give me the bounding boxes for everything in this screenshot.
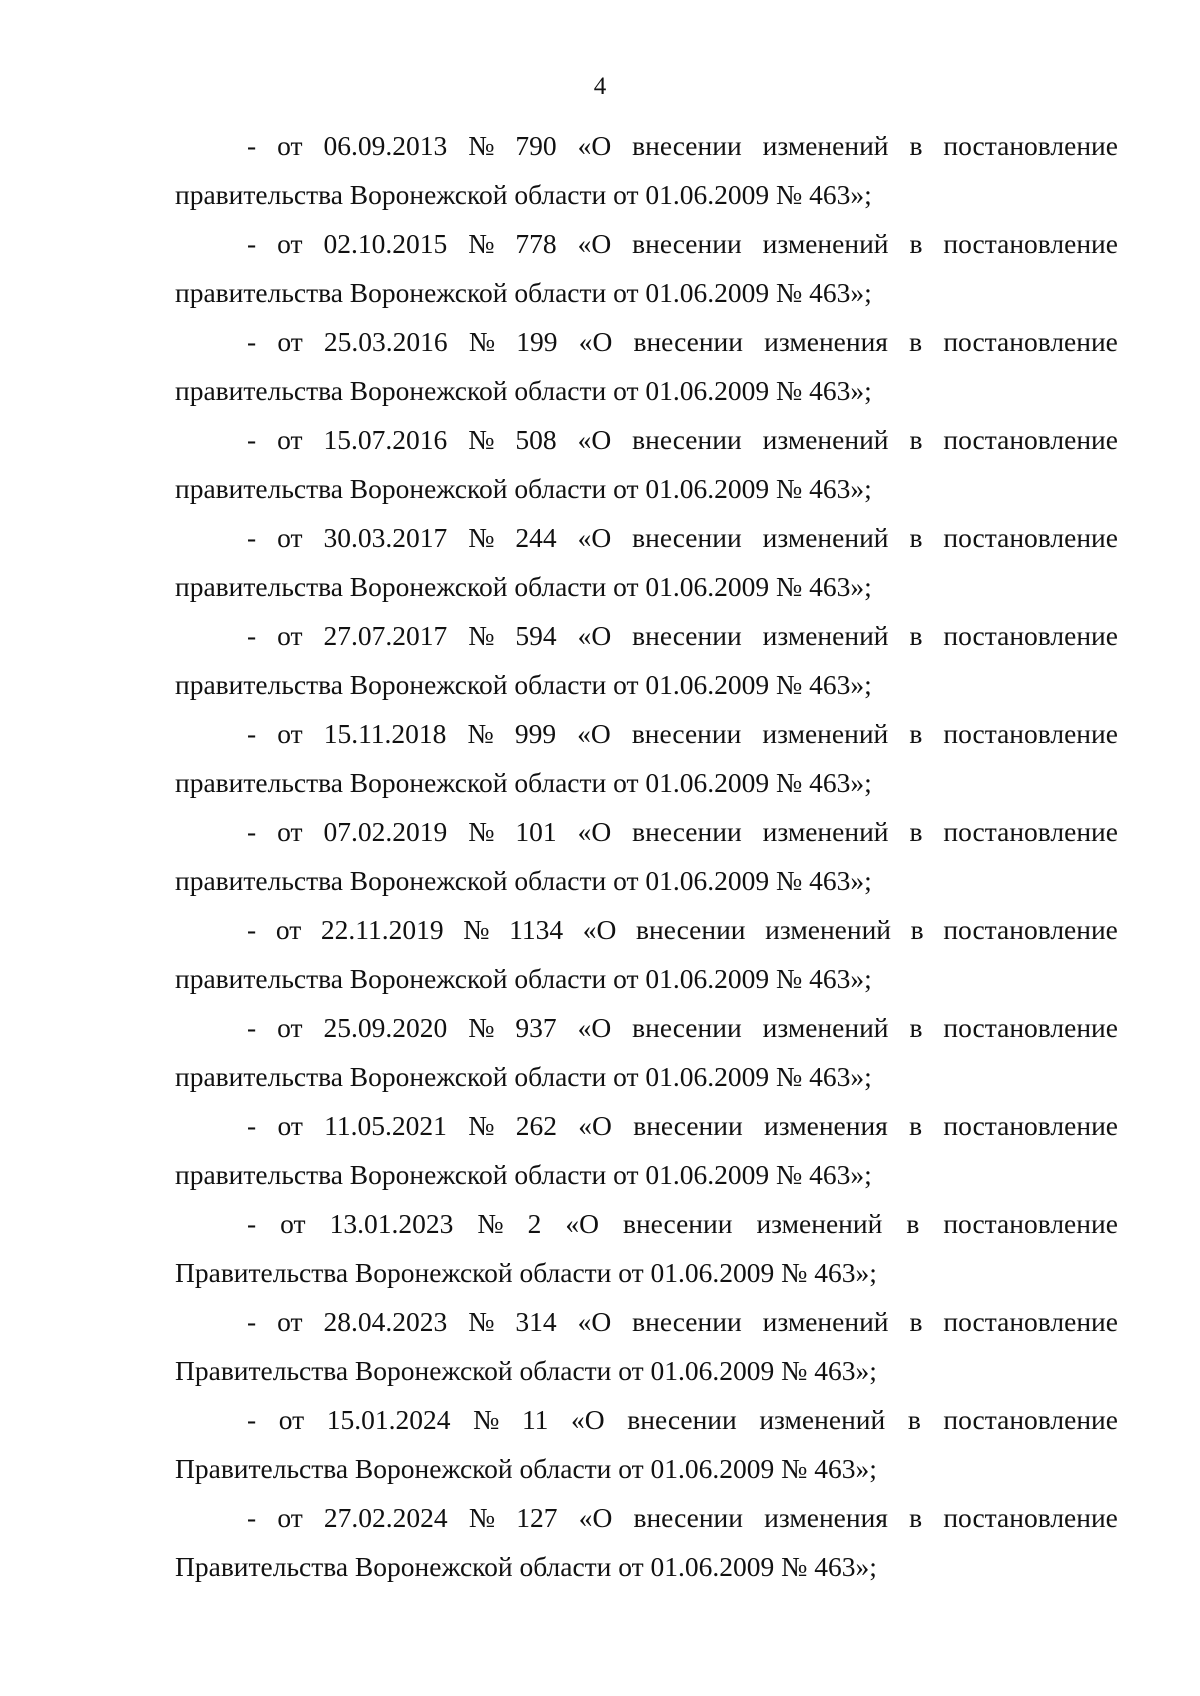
list-item	[175, 317, 1118, 415]
entry-second-line: правительства Воронежской области от 01.06.2009 № 463»;	[175, 179, 872, 210]
amendment-list	[175, 121, 1118, 1591]
entry-second-line: правительства Воронежской области от 01.06.2009 № 463»;	[175, 375, 872, 406]
entry-second-line: правительства Воронежской области от 01.06.2009 № 463»;	[175, 1061, 872, 1092]
entry-first-line: - от 02.10.2015 № 778 «О внесении изменений в постановление	[247, 228, 1118, 259]
entry-second-line: правительства Воронежской области от 01.06.2009 № 463»;	[175, 1159, 872, 1190]
entry-first-line: - от 11.05.2021 № 262 «О внесении изменения в постановление	[247, 1110, 1118, 1141]
list-item	[175, 415, 1118, 513]
list-item	[175, 1101, 1118, 1199]
entry-second-line: Правительства Воронежской области от 01.06.2009 № 463»;	[175, 1551, 877, 1582]
entry-first-line: - от 27.07.2017 № 594 «О внесении изменений в постановление	[247, 620, 1118, 651]
entry-first-line: - от 30.03.2017 № 244 «О внесении изменений в постановление	[247, 522, 1118, 553]
entry-second-line: правительства Воронежской области от 01.06.2009 № 463»;	[175, 963, 872, 994]
list-item	[175, 1003, 1118, 1101]
list-item	[175, 1493, 1118, 1591]
entry-first-line: - от 07.02.2019 № 101 «О внесении изменений в постановление	[247, 816, 1118, 847]
list-item	[175, 709, 1118, 807]
entry-first-line: - от 15.01.2024 № 11 «О внесении изменений в постановление	[247, 1404, 1118, 1435]
list-item	[175, 121, 1118, 219]
entry-first-line: - от 28.04.2023 № 314 «О внесении изменений в постановление	[247, 1306, 1118, 1337]
entry-second-line: правительства Воронежской области от 01.06.2009 № 463»;	[175, 669, 872, 700]
entry-second-line: правительства Воронежской области от 01.06.2009 № 463»;	[175, 277, 872, 308]
entry-first-line: - от 15.11.2018 № 999 «О внесении изменений в постановление	[247, 718, 1118, 749]
entry-second-line: правительства Воронежской области от 01.06.2009 № 463»;	[175, 571, 872, 602]
entry-second-line: правительства Воронежской области от 01.06.2009 № 463»;	[175, 865, 872, 896]
entry-first-line: - от 15.07.2016 № 508 «О внесении изменений в постановление	[247, 424, 1118, 455]
entry-first-line: - от 25.03.2016 № 199 «О внесении изменения в постановление	[247, 326, 1118, 357]
entry-first-line: - от 25.09.2020 № 937 «О внесении изменений в постановление	[247, 1012, 1118, 1043]
entry-second-line: правительства Воронежской области от 01.06.2009 № 463»;	[175, 473, 872, 504]
entry-first-line: - от 06.09.2013 № 790 «О внесении изменений в постановление	[247, 130, 1118, 161]
entry-first-line: - от 27.02.2024 № 127 «О внесении изменения в постановление	[247, 1502, 1118, 1533]
list-item	[175, 513, 1118, 611]
list-item	[175, 1395, 1118, 1493]
entry-second-line: Правительства Воронежской области от 01.06.2009 № 463»;	[175, 1257, 877, 1288]
entry-second-line: Правительства Воронежской области от 01.06.2009 № 463»;	[175, 1355, 877, 1386]
list-item	[175, 1297, 1118, 1395]
list-item	[175, 219, 1118, 317]
list-item	[175, 807, 1118, 905]
entry-second-line: правительства Воронежской области от 01.06.2009 № 463»;	[175, 767, 872, 798]
list-item	[175, 905, 1118, 1003]
entry-first-line: - от 22.11.2019 № 1134 «О внесении изменений в постановление	[247, 914, 1118, 945]
page-number: 4	[593, 73, 607, 100]
list-item	[175, 1199, 1118, 1297]
list-item	[175, 611, 1118, 709]
entry-first-line: - от 13.01.2023 № 2 «О внесении изменений в постановление	[247, 1208, 1118, 1239]
entry-second-line: Правительства Воронежской области от 01.06.2009 № 463»;	[175, 1453, 877, 1484]
